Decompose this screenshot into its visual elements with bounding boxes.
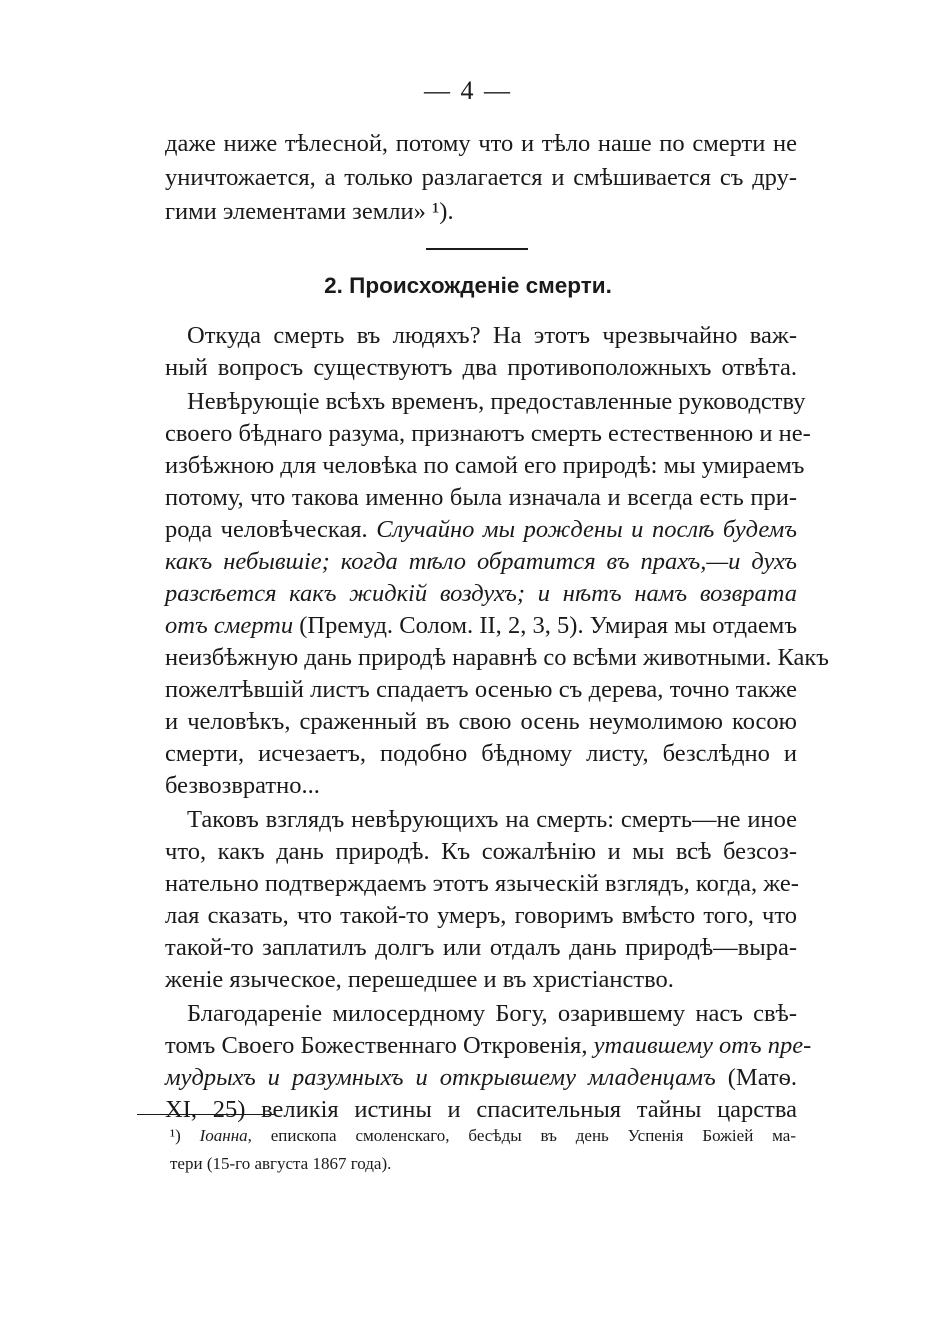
text-line: гими элементами земли» ¹). [165, 198, 454, 225]
plain-text: томъ Своего Божественнаго Откровенія, [165, 1032, 594, 1059]
text-line: уничтожается, а только разлагается и смѣшивается съ дру- [165, 164, 797, 191]
footnote-line: тери (15-го августа 1867 года). [170, 1154, 392, 1173]
text-line: своего бѣднаго разума, признаютъ смерть естественною и не- [165, 420, 811, 447]
text-line: Откуда смерть въ людяхъ? На этотъ чрезвычайно важ- [187, 322, 797, 349]
footnote-divider [137, 1114, 274, 1115]
text-line [165, 1030, 812, 1062]
italic-quote: утаившему отъ пре- [593, 1032, 812, 1059]
text-line: женіе языческое, перешедшее и въ христіанство. [165, 966, 674, 993]
plain-text: рода человѣческая. [165, 516, 377, 543]
text-line: неизбѣжную дань природѣ наравнѣ со всѣми животными. Какъ [165, 644, 829, 671]
text-line [165, 514, 797, 546]
text-line: безвозвратно... [165, 772, 320, 799]
italic-quote: какъ небывшіе; когда тѣло обратится въ прахъ,—и духъ [165, 548, 797, 575]
text-line: смерти, исчезаетъ, подобно бѣдному листу, безслѣдно и [165, 740, 797, 767]
text-line: Благодареніе милосердному Богу, озарившему насъ свѣ- [187, 1000, 797, 1027]
text-line: что, какъ дань природѣ. Къ сожалѣнію и мы всѣ безсоз- [165, 838, 797, 865]
text-line: пожелтѣвшій листъ спадаетъ осенью съ дерева, точно также [165, 676, 797, 703]
section-title: 2. Происхожденіе смерти. [324, 273, 612, 298]
text-line [165, 610, 797, 642]
plain-text: (Премуд. Солом. II, 2, 3, 5). Умирая мы отдаемъ [293, 612, 797, 639]
footnote-text: , епископа смоленскаго, бесѣды въ день Успенія Божіей ма- [247, 1126, 796, 1145]
italic-quote: отъ смерти [165, 612, 294, 639]
italic-quote: Случайно мы рождены и послѣ будемъ [376, 516, 797, 543]
italic-quote: разсѣется какъ жидкій воздухъ; и нѣтъ намъ возврата [165, 580, 797, 607]
text-line: Невѣрующіе всѣхъ временъ, предоставленные руководству [187, 388, 806, 415]
text-line: XI, 25) великія истины и спасительныя тайны царства [165, 1096, 797, 1123]
text-line: и человѣкъ, сраженный въ свою осень неумолимою косою [165, 708, 797, 735]
text-line: нательно подтверждаемъ этотъ языческій взглядъ, когда, же- [165, 870, 799, 897]
text-line: даже ниже тѣлесной, потому что и тѣло наше по смерти не [165, 130, 797, 157]
footnote-marker: ¹) [170, 1126, 181, 1145]
text-line: лая сказать, что такой-то умеръ, говоримъ вмѣсто того, что [165, 902, 797, 929]
text-line [165, 1062, 797, 1094]
plain-text: (Матѳ. [715, 1064, 798, 1091]
text-line: избѣжною для человѣка по самой его природѣ: мы умираемъ [165, 452, 805, 479]
footnote-author: Іоанна [199, 1126, 248, 1145]
footnote-line [170, 1122, 796, 1150]
section-divider [426, 248, 528, 250]
text-line: потому, что такова именно была изначала и всегда есть при- [165, 484, 797, 511]
text-line: ный вопросъ существуютъ два противоположныхъ отвѣта. [165, 354, 797, 381]
italic-quote: мудрыхъ и разумныхъ и открывшему младенцамъ [165, 1064, 716, 1091]
text-line: такой-то заплатилъ долгъ или отдалъ дань природѣ—выра- [165, 934, 797, 961]
page-number: — 4 — [424, 76, 512, 105]
text-line: Таковъ взглядъ невѣрующихъ на смерть: смерть—не иное [187, 806, 797, 833]
